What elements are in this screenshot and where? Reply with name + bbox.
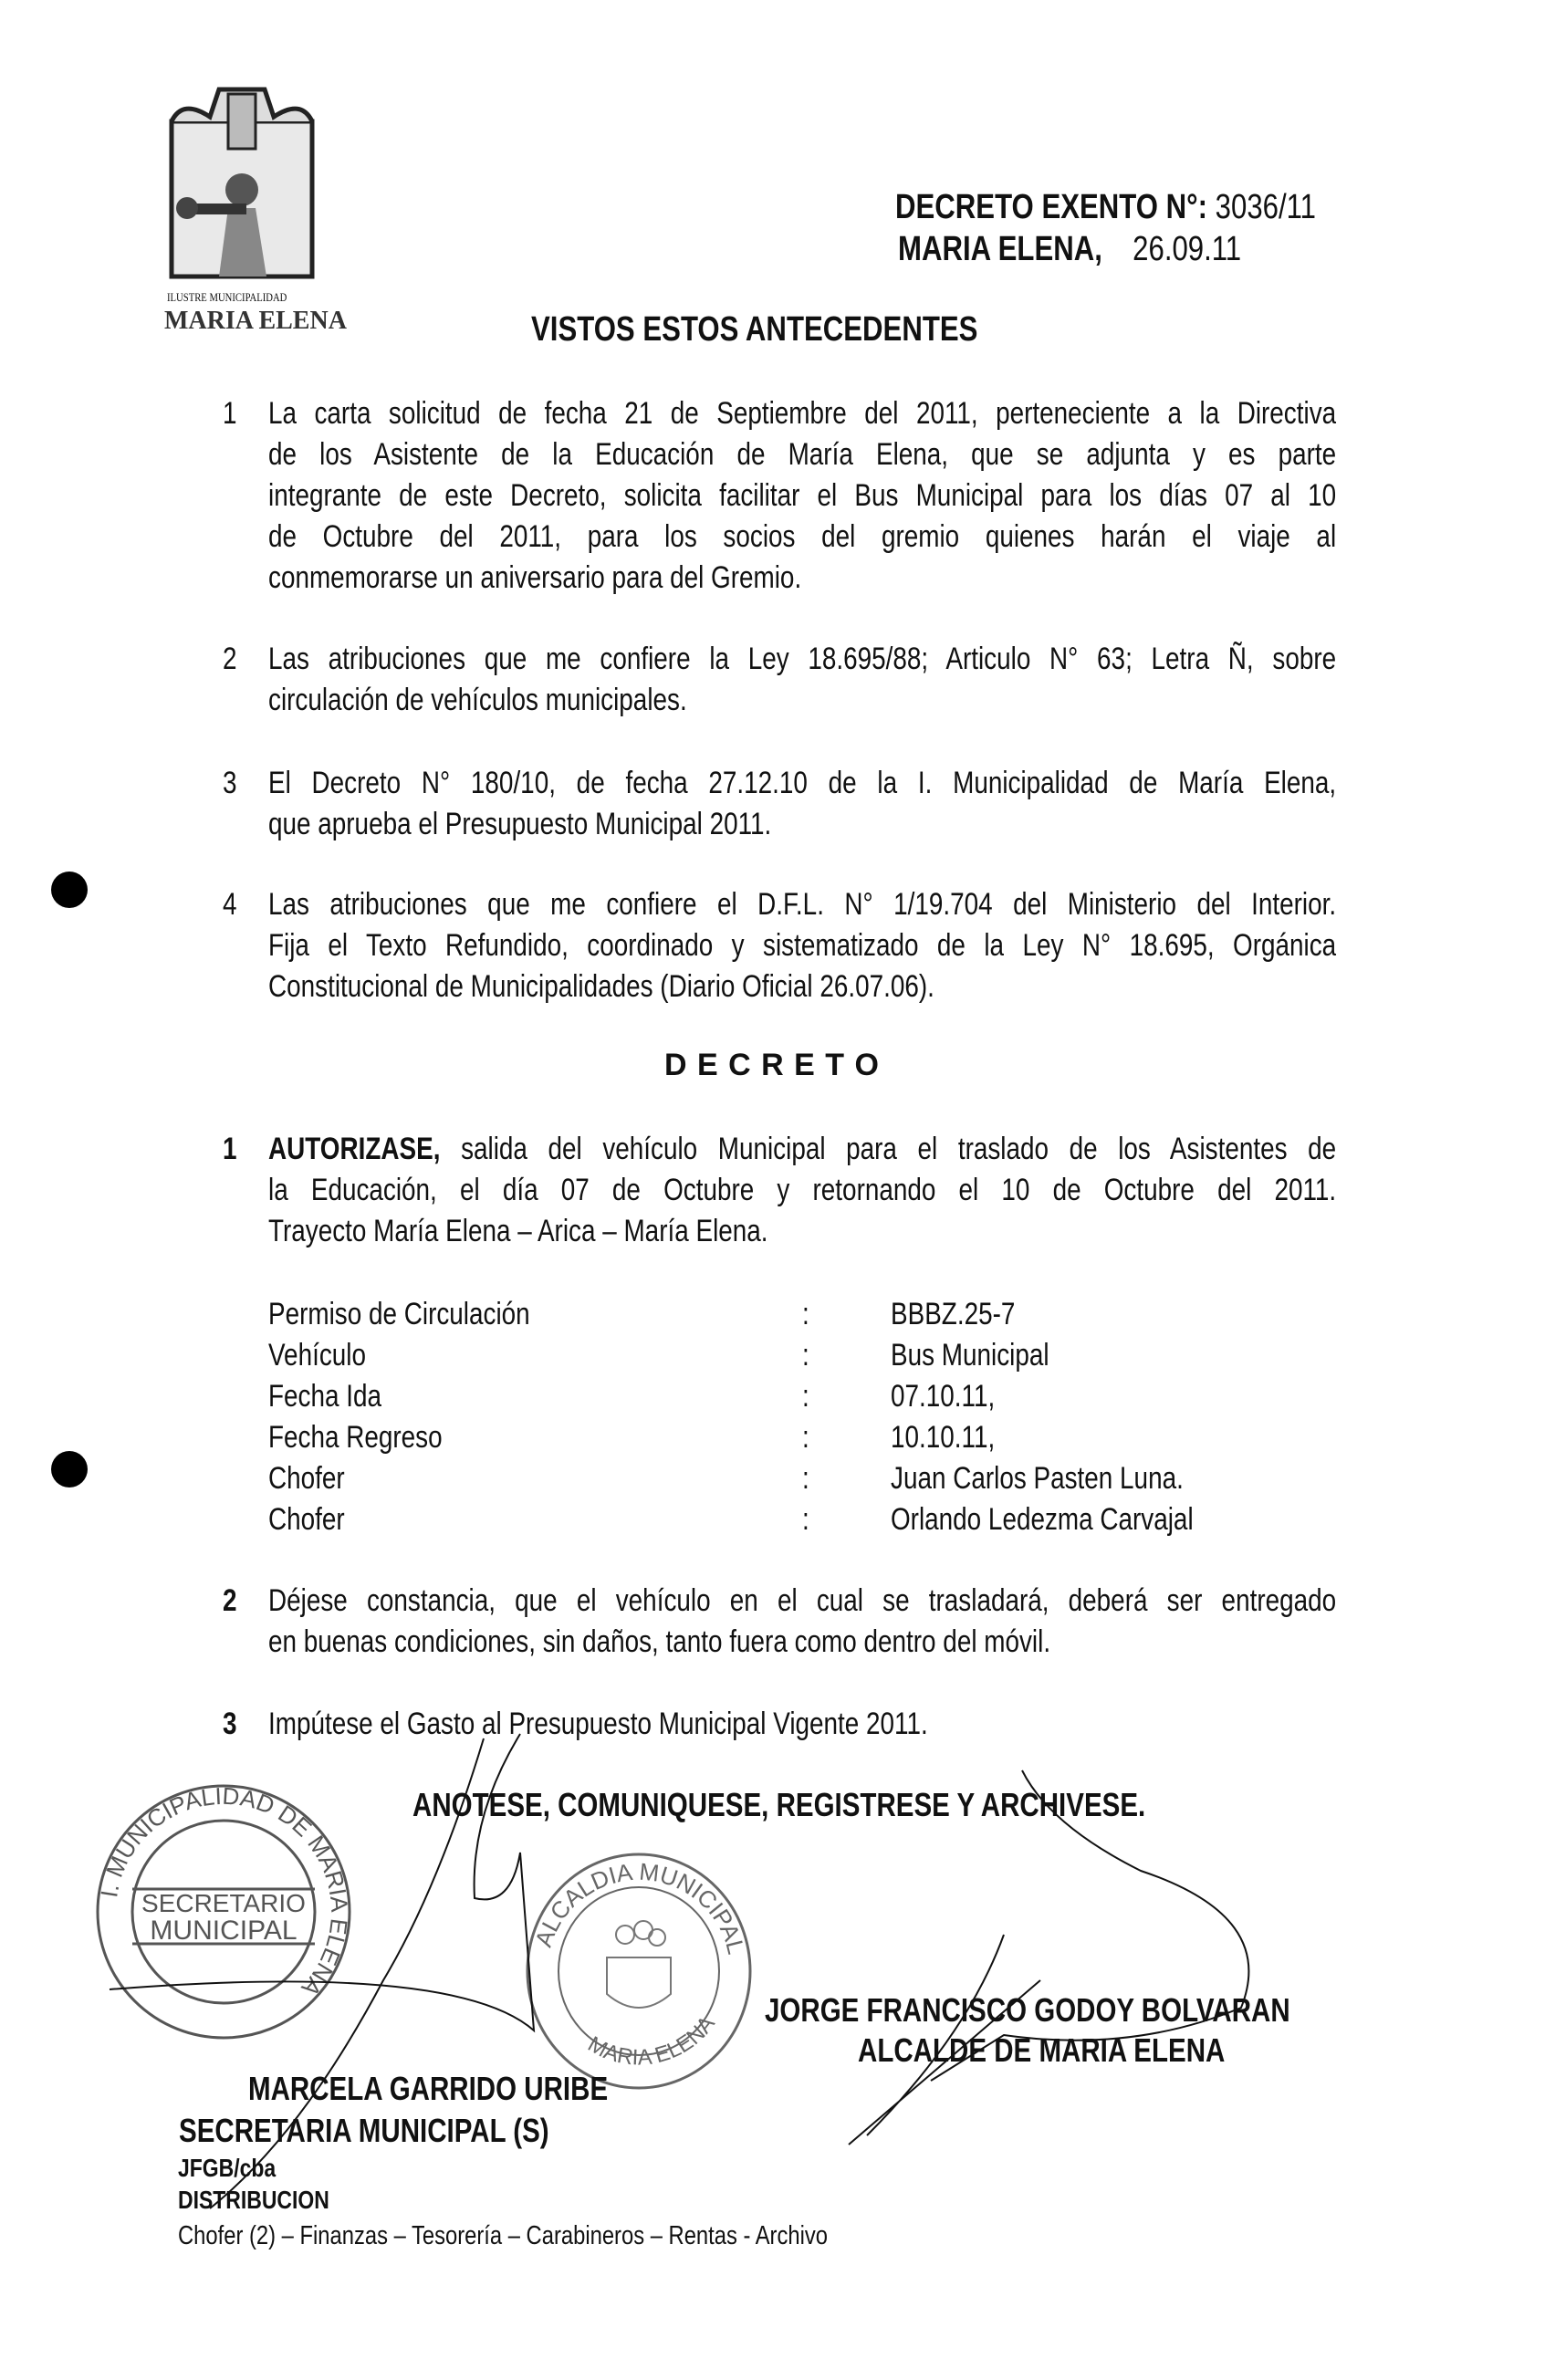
vistos-item-1-line: La carta solicitud de fecha 21 de Septiembre del 2011, perteneciente a la Directiva xyxy=(268,396,1337,431)
decreto-item-number: 3 xyxy=(223,1707,237,1741)
distribution-title: DISTRIBUCION xyxy=(178,2186,329,2214)
secretary-title: SECRETARIA MUNICIPAL (S) xyxy=(179,2112,549,2149)
authorize-keyword: AUTORIZASE, xyxy=(268,1132,441,1166)
detail-label: Permiso de Circulación xyxy=(268,1297,530,1331)
decreto-item-2-line: en buenas condiciones, sin daños, tanto fuera como dentro del móvil. xyxy=(268,1624,1051,1659)
vistos-heading: VISTOS ESTOS ANTECEDENTES xyxy=(531,310,978,349)
initials: JFGB/cba xyxy=(178,2154,277,2182)
vistos-item-1-line: de los Asistente de la Educación de María Elena, que se adjunta y es parte xyxy=(268,437,1337,472)
vistos-item-4-line: Constitucional de Municipalidades (Diario Oficial 26.07.06). xyxy=(268,969,934,1004)
detail-separator: : xyxy=(802,1379,809,1414)
vistos-item-number: 1 xyxy=(223,396,237,431)
vistos-item-number: 3 xyxy=(223,766,237,800)
detail-separator: : xyxy=(802,1461,809,1496)
decreto-item-2-line: Déjese constancia, que el vehículo en el cual se trasladará, deberá ser entregado xyxy=(268,1583,1337,1618)
detail-label: Chofer xyxy=(268,1502,345,1537)
vistos-item-3-line: que aprueba el Presupuesto Municipal 2011. xyxy=(268,807,772,841)
place: MARIA ELENA, xyxy=(898,230,1102,268)
decreto-item-number: 2 xyxy=(223,1583,237,1618)
detail-label: Chofer xyxy=(268,1461,345,1496)
mayor-name: JORGE FRANCISCO GODOY BOLVARAN xyxy=(765,1991,1290,2029)
vistos-item-number: 4 xyxy=(223,887,237,922)
date: 26.09.11 xyxy=(1133,230,1242,268)
secretary-name: MARCELA GARRIDO URIBE xyxy=(248,2070,609,2107)
place-date-line xyxy=(898,230,1241,269)
stamp-ring-text: MARIA ELENA xyxy=(583,2011,720,2071)
decreto-item-1-line: la Educación, el día 07 de Octubre y retornando el 10 de Octubre del 2011. xyxy=(268,1173,1337,1207)
detail-separator: : xyxy=(802,1420,809,1455)
decreto-item-1-text: salida del vehículo Municipal para el traslado de los Asistentes de xyxy=(440,1132,1337,1166)
decreto-heading: D E C R E T O xyxy=(664,1048,880,1082)
vistos-item-2-line: circulación de vehículos municipales. xyxy=(268,683,687,717)
detail-value: 10.10.11, xyxy=(891,1420,996,1455)
org-name: MARIA ELENA xyxy=(164,307,347,335)
decreto-item-1-line xyxy=(268,1129,1336,1170)
detail-label: Fecha Regreso xyxy=(268,1420,443,1455)
detail-value: Bus Municipal xyxy=(891,1338,1049,1373)
org-small-label: ILUSTRE MUNICIPALIDAD xyxy=(167,290,287,304)
vistos-item-1-line: conmemorarse un aniversario para del Gremio. xyxy=(268,560,802,595)
stamp-center-text: SECRETARIO xyxy=(141,1889,306,1917)
vistos-item-2-line: Las atribuciones que me confiere la Ley 18.695/88; Articulo N° 63; Letra Ñ, sobre xyxy=(268,642,1337,676)
municipal-crest-logo xyxy=(164,80,319,283)
detail-label: Vehículo xyxy=(268,1338,366,1373)
stamp-ring-text: I. MUNICIPALIDAD DE MARIA ELENA xyxy=(95,1781,354,2002)
decreto-item-3-line: Impútese el Gasto al Presupuesto Municipal Vigente 2011. xyxy=(268,1707,928,1741)
stamp-ring-text: ALCALDIA MUNICIPAL xyxy=(529,1857,751,1957)
detail-value: 07.10.11, xyxy=(891,1379,996,1414)
detail-separator: : xyxy=(802,1502,809,1537)
decreto-item-1-line: Trayecto María Elena – Arica – María Elena. xyxy=(268,1214,768,1248)
detail-label: Fecha Ida xyxy=(268,1379,381,1414)
vistos-item-number: 2 xyxy=(223,642,237,676)
detail-value: Juan Carlos Pasten Luna. xyxy=(891,1461,1184,1496)
decree-number: 3036/11 xyxy=(1215,188,1316,226)
punch-hole xyxy=(51,872,88,908)
vistos-item-4-line: Las atribuciones que me confiere el D.F.L. N° 1/19.704 del Ministerio del Interior. xyxy=(268,887,1337,922)
detail-separator: : xyxy=(802,1297,809,1331)
detail-value: Orlando Ledezma Carvajal xyxy=(891,1502,1194,1537)
vistos-item-3-line: El Decreto N° 180/10, de fecha 27.12.10 de la I. Municipalidad de María Elena, xyxy=(268,766,1337,800)
distribution-list: Chofer (2) – Finanzas – Tesorería – Carabineros – Rentas - Archivo xyxy=(178,2221,828,2250)
stamp-center-text: MUNICIPAL xyxy=(150,1915,298,1946)
detail-separator: : xyxy=(802,1338,809,1373)
punch-hole xyxy=(51,1451,88,1488)
detail-value: BBBZ.25-7 xyxy=(891,1297,1016,1331)
mayor-title: ALCALDE DE MARIA ELENA xyxy=(858,2031,1226,2069)
decree-label: DECRETO EXENTO N°: xyxy=(895,188,1208,226)
closing-formula: ANOTESE, COMUNIQUESE, REGISTRESE Y ARCHIVESE. xyxy=(412,1786,1146,1823)
vistos-item-4-line: Fija el Texto Refundido, coordinado y sistematizado de la Ley N° 18.695, Orgánica xyxy=(268,928,1337,963)
vistos-item-1-line: integrante de este Decreto, solicita facilitar el Bus Municipal para los días 07 al 10 xyxy=(268,478,1337,513)
decreto-item-number: 1 xyxy=(223,1132,237,1166)
vistos-item-1-line: de Octubre del 2011, para los socios del gremio quienes harán el viaje al xyxy=(268,519,1337,554)
decree-number-line xyxy=(895,188,1316,227)
